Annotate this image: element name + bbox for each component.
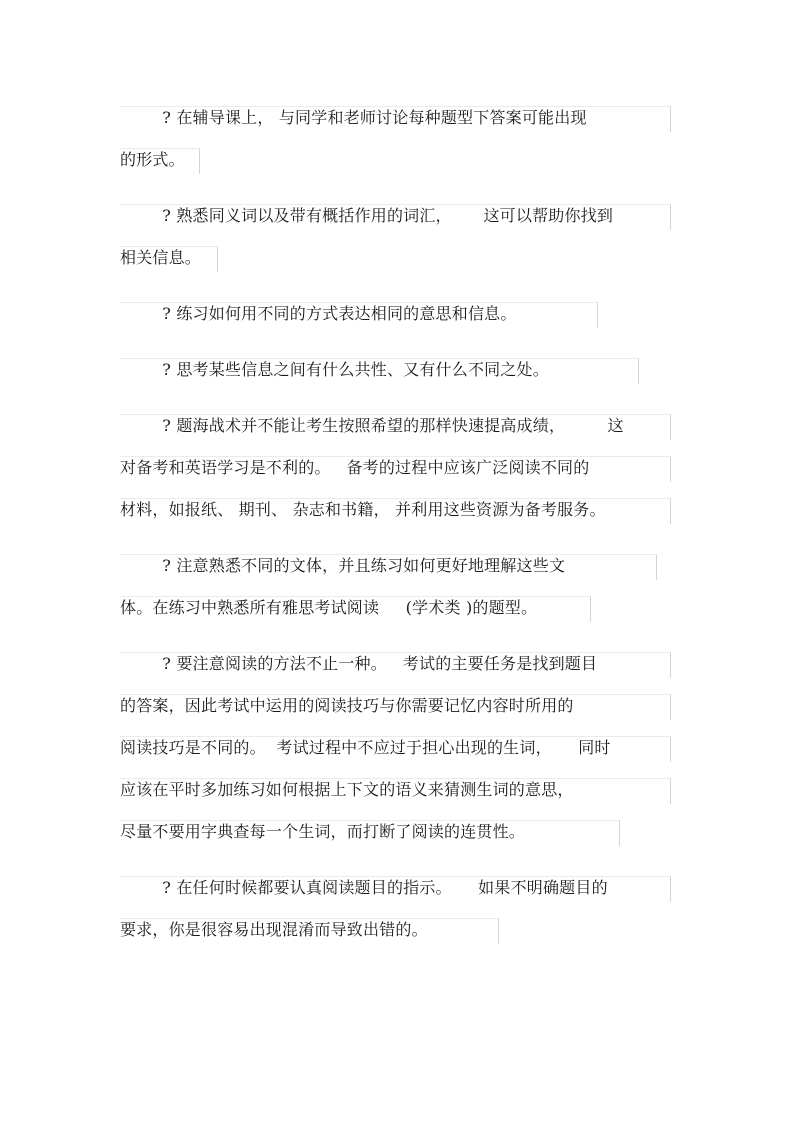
paragraph-line: ? 注意熟悉不同的文体，并且练习如何更好地理解这些文 bbox=[120, 556, 566, 575]
paragraph-line: 相关信息。 bbox=[120, 248, 202, 267]
paragraph-line: ? 在辅导课上， 与同学和老师讨论每种题型下答案可能出现 bbox=[120, 108, 587, 127]
paragraph-line: 的形式。 bbox=[120, 150, 185, 169]
paragraph-line: ? 题海战术并不能让考生按照希望的那样快速提高成绩， 这 bbox=[120, 416, 624, 435]
paragraph-line: ? 要注意阅读的方法不止一种。 考试的主要任务是找到题目 bbox=[120, 654, 598, 673]
paragraph-line: 尽量不要用字典查每一个生词，而打断了阅读的连贯性。 bbox=[120, 822, 526, 841]
paragraph-line: ? 熟悉同义词以及带有概括作用的词汇， 这可以帮助你找到 bbox=[120, 206, 614, 225]
paragraph-line: ? 练习如何用不同的方式表达相同的意思和信息。 bbox=[120, 304, 517, 323]
paragraph-line: 阅读技巧是不同的。 考试过程中不应过于担心出现的生词， 同时 bbox=[120, 738, 611, 757]
paragraph-line: ? 在任何时候都要认真阅读题目的指示。 如果不明确题目的 bbox=[120, 878, 608, 897]
paragraph-line: 对备考和英语学习是不利的。 备考的过程中应该广泛阅读不同的 bbox=[120, 458, 590, 477]
paragraph-line: ? 思考某些信息之间有什么共性、又有什么不同之处。 bbox=[120, 360, 549, 379]
paragraph-line: 材料，如报纸、 期刊、 杂志和书籍， 并利用这些资源为备考服务。 bbox=[120, 500, 606, 519]
paragraph-line: 要求，你是很容易出现混淆而导致出错的。 bbox=[120, 920, 428, 939]
paragraph-line: 的答案，因此考试中运用的阅读技巧与你需要记忆内容时所用的 bbox=[120, 696, 574, 715]
paragraph-line: 应该在平时多加练习如何根据上下文的语义来猜测生词的意思， bbox=[120, 780, 574, 799]
paragraph-line: 体。在练习中熟悉所有雅思考试阅读 (学术类 )的题型。 bbox=[120, 598, 538, 617]
